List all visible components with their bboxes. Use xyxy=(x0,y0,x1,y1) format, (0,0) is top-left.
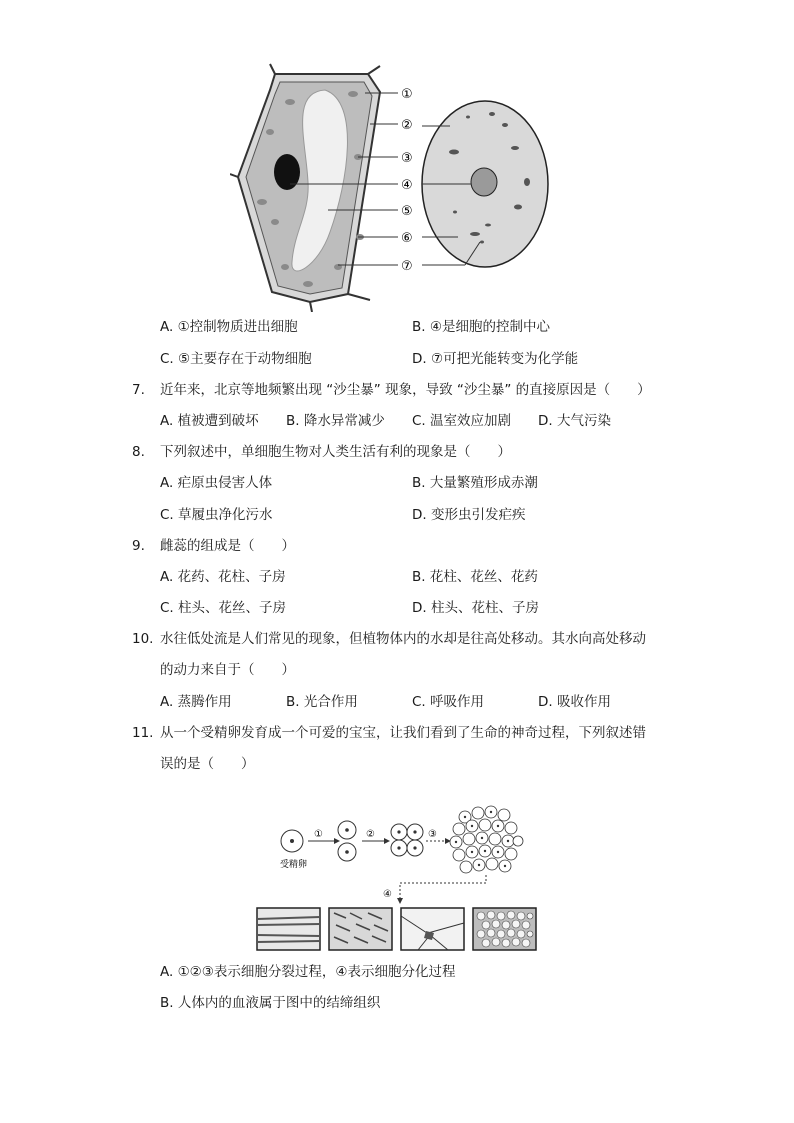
label-1: ① xyxy=(401,87,413,102)
step-1: ① xyxy=(314,829,323,840)
plant-nucleus xyxy=(274,154,300,190)
q8-option-a: A. 疟原虫侵害人体 xyxy=(160,475,273,491)
q6-option-d: D. ⑦可把光能转变为化学能 xyxy=(412,351,579,367)
q6-option-b: B. ④是细胞的控制中心 xyxy=(412,319,550,335)
q10-option-b: B. 光合作用 xyxy=(286,694,358,710)
q7-option-a: A. 植被遭到破坏 xyxy=(160,413,259,429)
tissue-connective xyxy=(473,908,536,950)
q6-option-c: C. ⑤主要存在于动物细胞 xyxy=(160,351,312,367)
development-diagram xyxy=(250,795,550,955)
q9-number: 9. xyxy=(132,538,145,554)
tissue-epithelial xyxy=(257,908,320,950)
q10-option-c: C. 呼吸作用 xyxy=(412,694,485,710)
q10-option-a: A. 蒸腾作用 xyxy=(160,694,232,710)
tissue-nerve xyxy=(401,908,464,950)
q7-option-c: C. 温室效应加剧 xyxy=(412,413,512,429)
q11-number: 11. xyxy=(132,725,154,741)
q10-stem-line2: 的动力来自于（ ） xyxy=(160,662,295,678)
q10-option-d: D. 吸收作用 xyxy=(538,694,611,710)
q8-option-b: B. 大量繁殖形成赤潮 xyxy=(412,475,538,491)
q7-option-b: B. 降水异常减少 xyxy=(286,413,385,429)
label-3: ③ xyxy=(401,151,413,166)
step-3: ③ xyxy=(428,829,437,840)
q7-option-d: D. 大气污染 xyxy=(538,413,611,429)
q9-option-c: C. 柱头、花丝、子房 xyxy=(160,600,287,616)
step-4: ④ xyxy=(383,889,392,900)
cell-diagram xyxy=(230,62,570,312)
label-4: ④ xyxy=(401,178,413,193)
step-2: ② xyxy=(366,829,375,840)
q11-option-b: B. 人体内的血液属于图中的结缔组织 xyxy=(160,995,381,1011)
label-5: ⑤ xyxy=(401,204,413,219)
q8-option-d: D. 变形虫引发疟疾 xyxy=(412,507,526,523)
cell-cluster xyxy=(450,806,523,873)
tissue-muscle xyxy=(329,908,392,950)
animal-nucleus xyxy=(471,168,497,196)
q7-stem: 近年来，北京等地频繁出现 “沙尘暴” 现象，导致 “沙尘暴” 的直接原因是（ ） xyxy=(160,382,651,398)
label-7: ⑦ xyxy=(401,259,413,274)
label-2: ② xyxy=(401,118,413,133)
q11-option-a: A. ①②③表示细胞分裂过程，④表示细胞分化过程 xyxy=(160,964,456,980)
q10-stem-line1: 水往低处流是人们常见的现象，但植物体内的水却是往高处移动。其水向高处移动 xyxy=(160,631,646,647)
label-6: ⑥ xyxy=(401,231,413,246)
q7-number: 7. xyxy=(132,382,145,398)
q9-option-a: A. 花药、花柱、子房 xyxy=(160,569,286,585)
zygote-label: 受精卵 xyxy=(280,860,308,870)
q9-option-b: B. 花柱、花丝、花药 xyxy=(412,569,538,585)
q11-stem-line1: 从一个受精卵发育成一个可爱的宝宝，让我们看到了生命的神奇过程，下列叙述错 xyxy=(160,725,646,741)
q9-stem: 雌蕊的组成是（ ） xyxy=(160,538,295,554)
q8-stem: 下列叙述中，单细胞生物对人类生活有利的现象是（ ） xyxy=(160,444,511,460)
q8-number: 8. xyxy=(132,444,145,460)
q6-option-a: A. ①控制物质进出细胞 xyxy=(160,319,298,335)
q9-option-d: D. 柱头、花柱、子房 xyxy=(412,600,539,616)
q8-option-c: C. 草履虫净化污水 xyxy=(160,507,273,523)
q10-number: 10. xyxy=(132,631,154,647)
q11-stem-line2: 误的是（ ） xyxy=(160,756,255,772)
